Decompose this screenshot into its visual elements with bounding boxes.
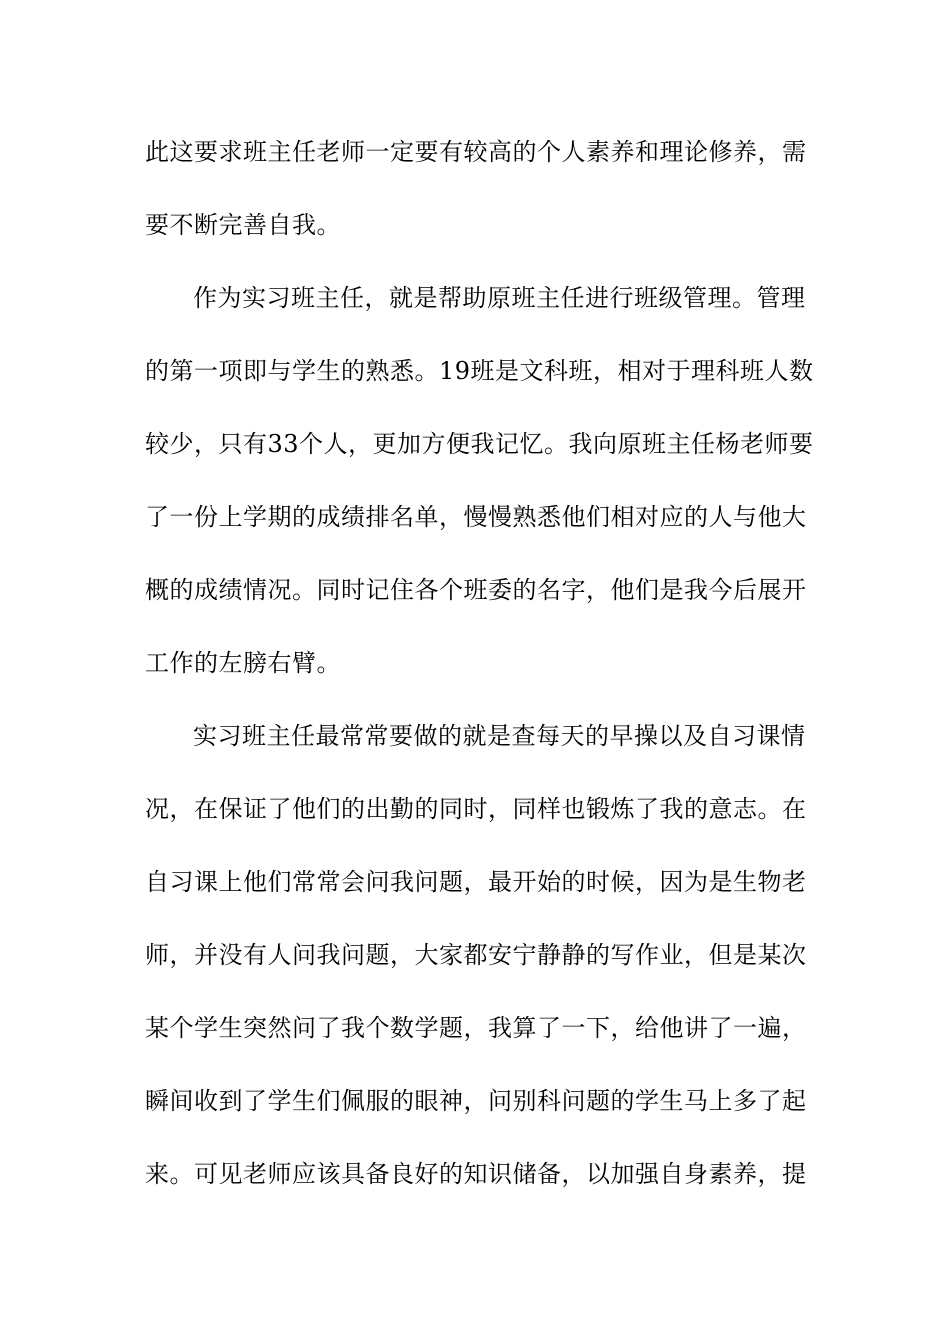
text-line: 自习课上他们常常会问我问题，最开始的时候，因为是生物老: [145, 868, 807, 896]
text-line: 瞬间收到了学生们佩服的眼神，问别科问题的学生马上多了起: [145, 1087, 807, 1115]
text-line: 此这要求班主任老师一定要有较高的个人素养和理论修养，需: [145, 138, 807, 166]
text-line: 要不断完善自我。: [145, 211, 341, 239]
text-line: 了一份上学期的成绩排名单，慢慢熟悉他们相对应的人与他大: [145, 503, 807, 531]
text-line: 实习班主任最常常要做的就是查每天的早操以及自习课情: [193, 722, 806, 750]
text-line: 较少，只有33个人，更加方便我记忆。我向原班主任杨老师要: [145, 430, 814, 458]
text-line: 来。可见老师应该具备良好的知识储备，以加强自身素养，提: [145, 1160, 807, 1188]
text-line: 工作的左膀右臂。: [145, 649, 341, 677]
text-line: 师，并没有人问我问题，大家都安宁静静的写作业，但是某次: [145, 941, 807, 969]
document-body: [145, 126, 814, 1221]
text-line: 况，在保证了他们的出勤的同时，同样也锻炼了我的意志。在: [145, 795, 807, 823]
text-line: 的第一项即与学生的熟悉。19班是文科班，相对于理科班人数: [145, 357, 814, 385]
text-line: 作为实习班主任，就是帮助原班主任进行班级管理。管理: [193, 284, 806, 312]
text-line: 概的成绩情况。同时记住各个班委的名字，他们是我今后展开: [145, 576, 807, 604]
text-line: 某个学生突然问了我个数学题，我算了一下，给他讲了一遍，: [145, 1014, 807, 1042]
